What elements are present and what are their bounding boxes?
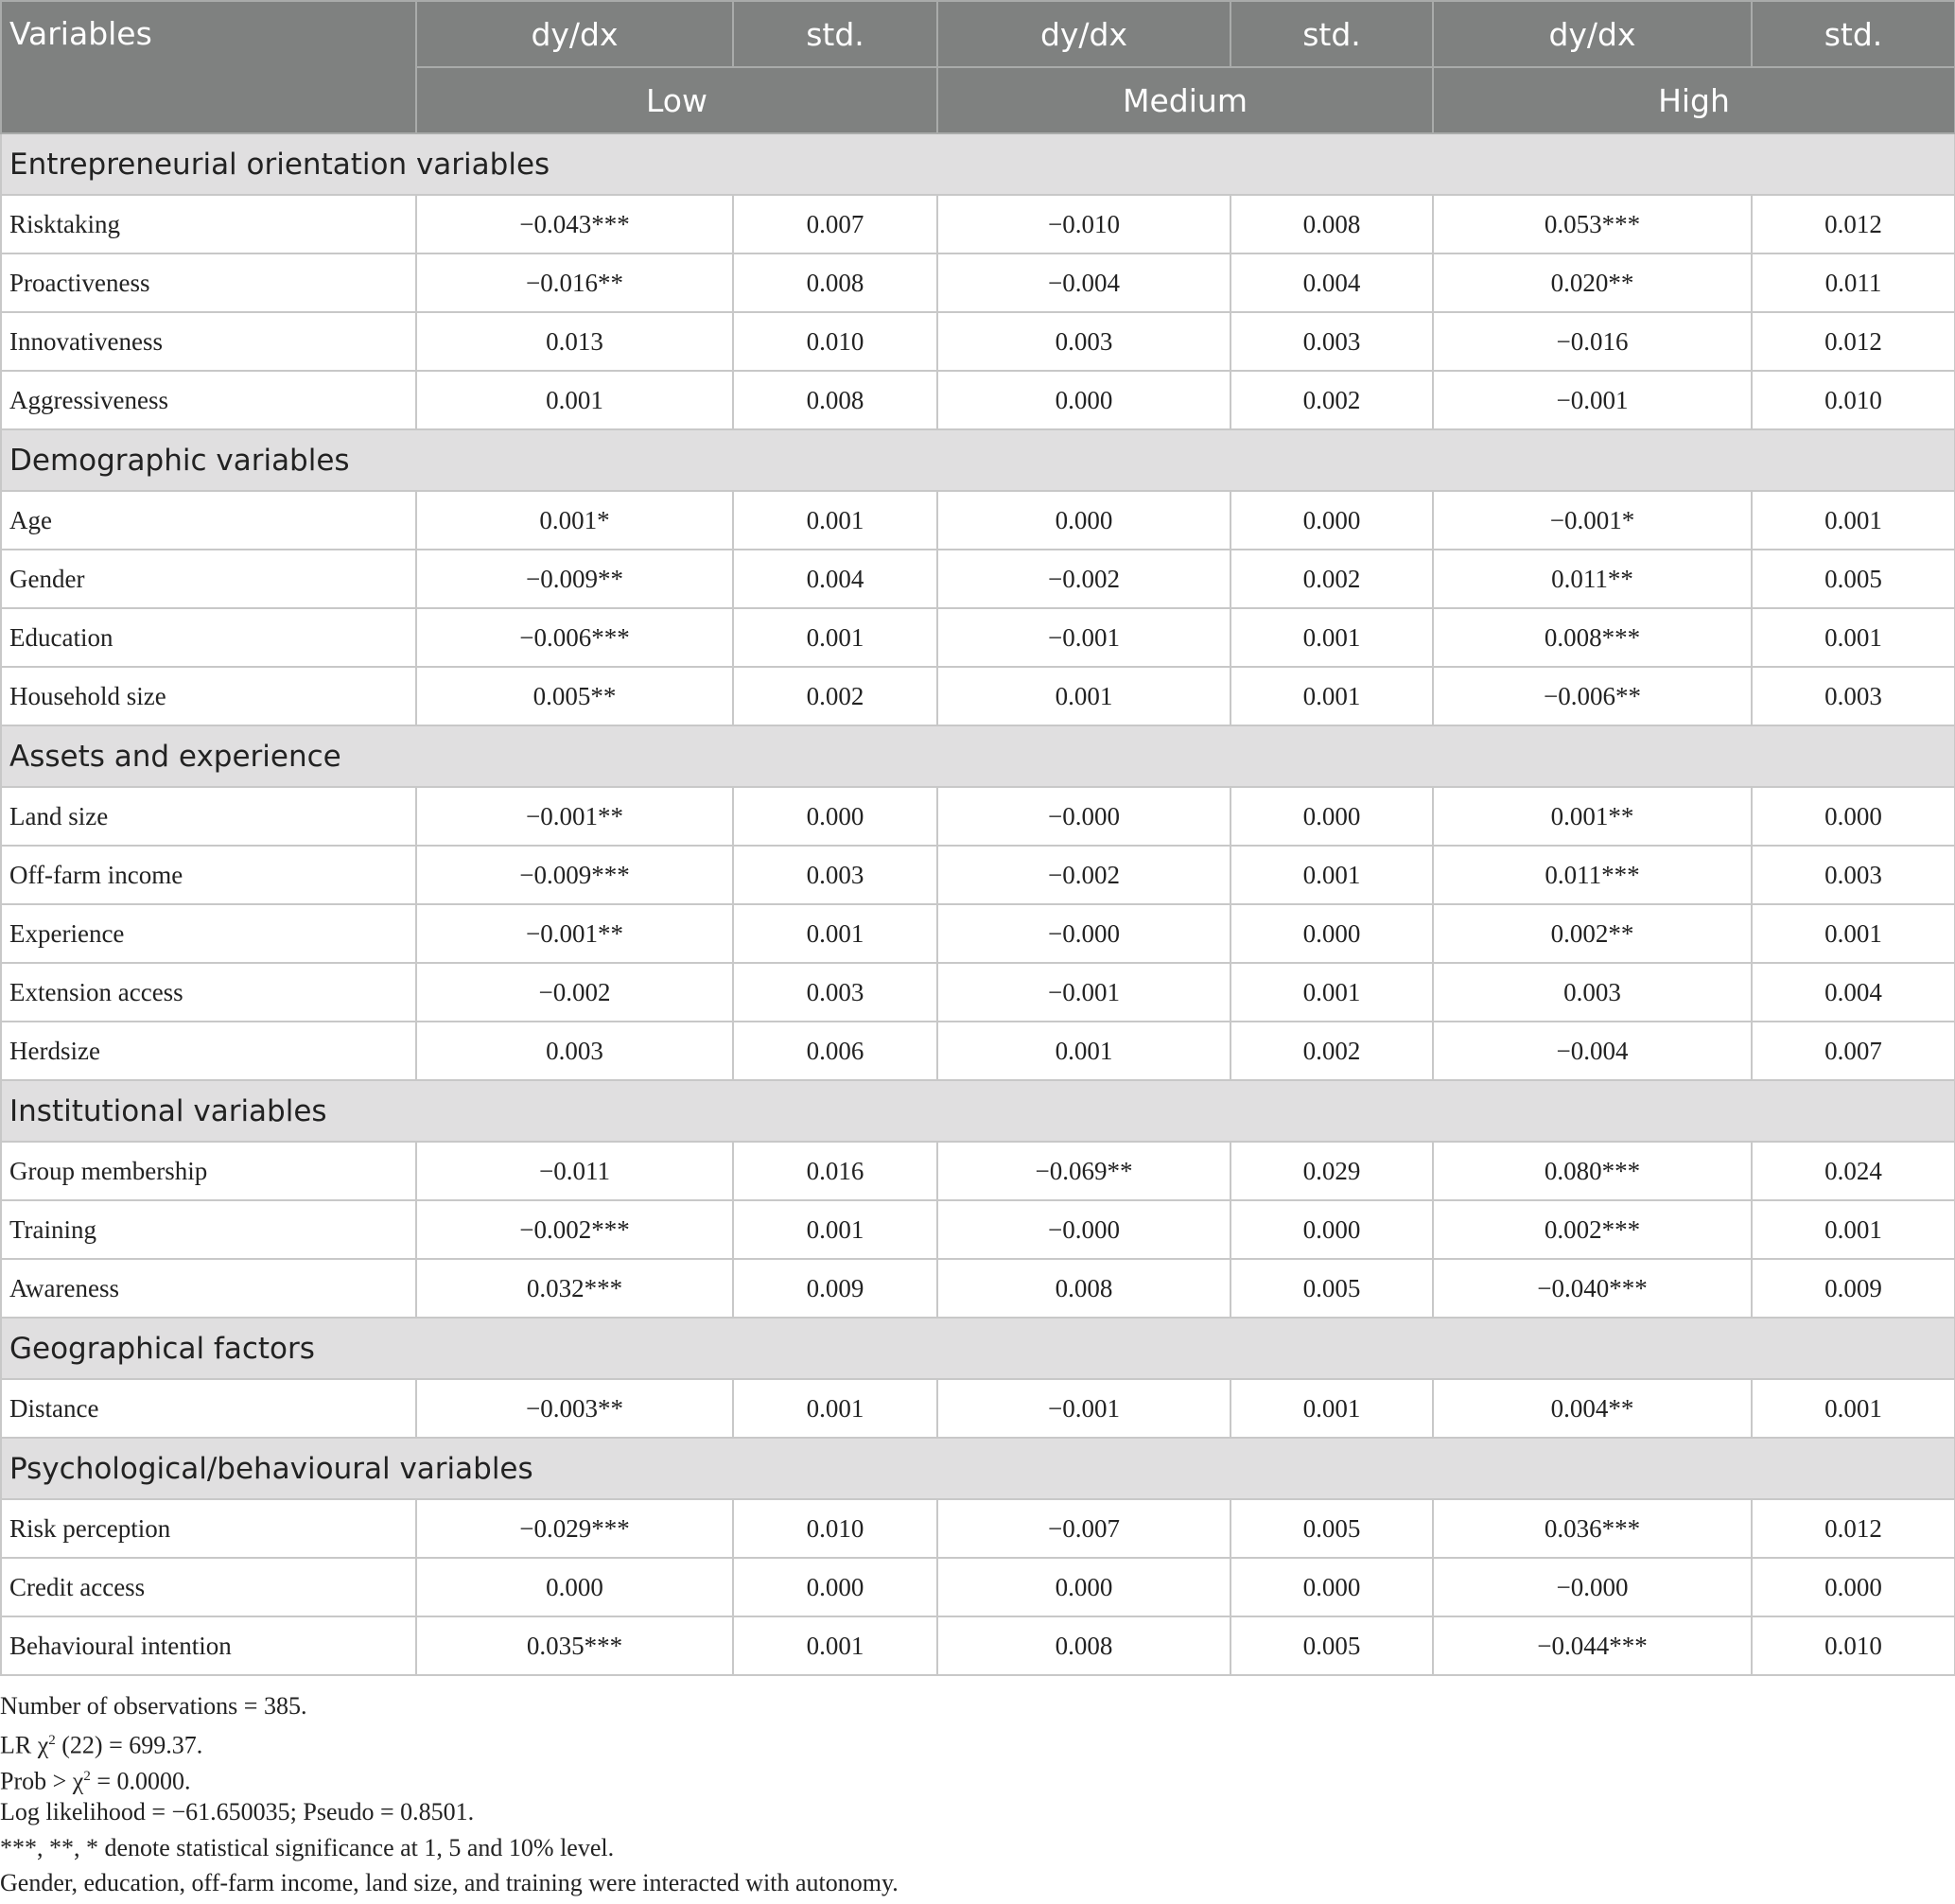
cell-std-low: 0.016 [733,1142,937,1200]
cell-std-low: 0.010 [733,312,937,371]
note-prob-prefix: Prob > χ [0,1767,84,1795]
cell-dydx-high: 0.053*** [1433,195,1752,253]
cell-dydx-low: −0.009*** [416,846,733,904]
cell-std-medium: 0.005 [1231,1499,1433,1558]
cell-dydx-high: −0.006** [1433,667,1752,725]
cell-dydx-high: −0.004 [1433,1022,1752,1080]
cell-dydx-medium: 0.000 [937,1558,1231,1616]
section-row [1,725,1955,787]
header-dydx-high: dy/dx [1433,1,1752,67]
cell-variable: Awareness [1,1259,416,1318]
header-group-low: Low [416,67,937,133]
cell-std-medium: 0.000 [1231,1200,1433,1259]
cell-std-medium: 0.001 [1231,1379,1433,1438]
cell-variable: Gender [1,550,416,608]
cell-variable: Aggressiveness [1,371,416,429]
cell-std-low: 0.010 [733,1499,937,1558]
cell-variable: Age [1,491,416,550]
header-dydx-medium: dy/dx [937,1,1231,67]
cell-dydx-high: 0.003 [1433,963,1752,1022]
section-title: Institutional variables [1,1080,1955,1142]
cell-std-low: 0.001 [733,1616,937,1675]
header-group-medium: Medium [937,67,1433,133]
cell-std-low: 0.001 [733,1200,937,1259]
cell-dydx-low: −0.009** [416,550,733,608]
cell-variable: Land size [1,787,416,846]
cell-std-high: 0.001 [1752,1379,1955,1438]
cell-std-low: 0.007 [733,195,937,253]
cell-std-medium: 0.001 [1231,963,1433,1022]
table-body [1,133,1955,1675]
cell-variable: Off-farm income [1,846,416,904]
cell-dydx-high: 0.002*** [1433,1200,1752,1259]
cell-std-high: 0.003 [1752,667,1955,725]
header-std-low: std. [733,1,937,67]
cell-std-high: 0.004 [1752,963,1955,1022]
cell-std-medium: 0.000 [1231,1558,1433,1616]
cell-dydx-high: −0.016 [1433,312,1752,371]
cell-dydx-high: 0.001** [1433,787,1752,846]
note-log-likelihood: Log likelihood = −61.650035; Pseudo = 0.8501. [0,1798,475,1826]
cell-dydx-low: 0.001* [416,491,733,550]
note-lr-suffix: (22) = 699.37. [55,1732,203,1760]
table-row [1,312,1955,371]
header-std-medium: std. [1231,1,1433,67]
cell-dydx-low: −0.001** [416,904,733,963]
cell-dydx-low: −0.016** [416,253,733,312]
table-row [1,667,1955,725]
cell-std-low: 0.006 [733,1022,937,1080]
section-row [1,1080,1955,1142]
cell-dydx-low: 0.001 [416,371,733,429]
cell-std-high: 0.011 [1752,253,1955,312]
cell-std-medium: 0.003 [1231,312,1433,371]
cell-std-high: 0.012 [1752,312,1955,371]
cell-dydx-high: −0.044*** [1433,1616,1752,1675]
header-std-high: std. [1752,1,1955,67]
cell-dydx-medium: 0.003 [937,312,1231,371]
cell-std-low: 0.003 [733,846,937,904]
cell-dydx-medium: −0.069** [937,1142,1231,1200]
cell-dydx-high: −0.001 [1433,371,1752,429]
cell-dydx-medium: 0.001 [937,667,1231,725]
cell-dydx-high: −0.040*** [1433,1259,1752,1318]
cell-std-medium: 0.008 [1231,195,1433,253]
cell-std-medium: 0.000 [1231,904,1433,963]
header-variables: Variables [1,1,416,133]
cell-dydx-low: 0.032*** [416,1259,733,1318]
cell-dydx-low: −0.001** [416,787,733,846]
note-interaction: Gender, education, off-farm income, land size, and training were interacted with autonomy. [0,1868,899,1896]
cell-dydx-medium: −0.002 [937,846,1231,904]
cell-std-medium: 0.002 [1231,550,1433,608]
cell-std-medium: 0.005 [1231,1616,1433,1675]
cell-std-medium: 0.004 [1231,253,1433,312]
cell-std-high: 0.012 [1752,1499,1955,1558]
cell-std-high: 0.010 [1752,1616,1955,1675]
table-row [1,550,1955,608]
cell-std-medium: 0.002 [1231,1022,1433,1080]
cell-dydx-medium: −0.001 [937,608,1231,667]
cell-dydx-medium: −0.000 [937,1200,1231,1259]
cell-dydx-low: −0.011 [416,1142,733,1200]
table-row [1,1200,1955,1259]
cell-variable: Distance [1,1379,416,1438]
note-observations: Number of observations = 385. [0,1692,307,1720]
cell-variable: Group membership [1,1142,416,1200]
cell-dydx-medium: −0.001 [937,963,1231,1022]
cell-variable: Risktaking [1,195,416,253]
cell-std-low: 0.000 [733,787,937,846]
section-title: Demographic variables [1,429,1955,491]
cell-std-high: 0.001 [1752,904,1955,963]
cell-std-low: 0.001 [733,491,937,550]
table-row [1,846,1955,904]
cell-std-high: 0.024 [1752,1142,1955,1200]
cell-dydx-medium: 0.000 [937,371,1231,429]
cell-dydx-high: 0.002** [1433,904,1752,963]
cell-dydx-medium: −0.001 [937,1379,1231,1438]
table-row [1,904,1955,963]
cell-std-medium: 0.001 [1231,608,1433,667]
cell-variable: Household size [1,667,416,725]
note-significance: ***, **, * denote statistical significance at 1, 5 and 10% level. [0,1833,615,1861]
cell-dydx-high: −0.000 [1433,1558,1752,1616]
cell-variable: Experience [1,904,416,963]
cell-std-low: 0.000 [733,1558,937,1616]
cell-std-medium: 0.029 [1231,1142,1433,1200]
cell-std-high: 0.005 [1752,550,1955,608]
cell-variable: Extension access [1,963,416,1022]
note-prob-sup: 2 [83,1768,91,1784]
table-row [1,195,1955,253]
cell-dydx-low: 0.013 [416,312,733,371]
cell-std-low: 0.009 [733,1259,937,1318]
cell-std-high: 0.001 [1752,608,1955,667]
cell-std-low: 0.008 [733,371,937,429]
cell-dydx-medium: 0.001 [937,1022,1231,1080]
cell-dydx-low: 0.005** [416,667,733,725]
table-row [1,963,1955,1022]
cell-dydx-high: 0.036*** [1433,1499,1752,1558]
cell-std-medium: 0.001 [1231,667,1433,725]
cell-std-medium: 0.002 [1231,371,1433,429]
cell-dydx-medium: −0.000 [937,787,1231,846]
cell-std-medium: 0.005 [1231,1259,1433,1318]
section-row [1,429,1955,491]
cell-std-low: 0.001 [733,1379,937,1438]
cell-variable: Education [1,608,416,667]
cell-dydx-high: 0.011** [1433,550,1752,608]
cell-dydx-high: 0.080*** [1433,1142,1752,1200]
cell-dydx-low: −0.002 [416,963,733,1022]
cell-dydx-high: 0.004** [1433,1379,1752,1438]
cell-std-low: 0.001 [733,904,937,963]
cell-std-high: 0.000 [1752,1558,1955,1616]
section-title: Geographical factors [1,1318,1955,1379]
table-row [1,371,1955,429]
section-title: Entrepreneurial orientation variables [1,133,1955,195]
table-row [1,787,1955,846]
cell-std-high: 0.001 [1752,491,1955,550]
note-prob-suffix: = 0.0000. [90,1767,191,1795]
cell-variable: Proactiveness [1,253,416,312]
cell-variable: Training [1,1200,416,1259]
cell-std-medium: 0.000 [1231,787,1433,846]
table-row [1,1022,1955,1080]
table-row [1,1499,1955,1558]
cell-dydx-high: −0.001* [1433,491,1752,550]
cell-variable: Innovativeness [1,312,416,371]
cell-dydx-low: −0.002*** [416,1200,733,1259]
cell-dydx-medium: −0.000 [937,904,1231,963]
note-lr-prefix: LR χ [0,1732,49,1760]
cell-dydx-low: −0.006*** [416,608,733,667]
table-notes [0,1688,899,1900]
cell-dydx-low: 0.000 [416,1558,733,1616]
cell-dydx-low: 0.003 [416,1022,733,1080]
table-row [1,1558,1955,1616]
table-row [1,1379,1955,1438]
table-row [1,608,1955,667]
note-lr-sup: 2 [48,1733,56,1749]
section-title: Psychological/behavioural variables [1,1438,1955,1499]
section-title: Assets and experience [1,725,1955,787]
section-row [1,133,1955,195]
table-row [1,491,1955,550]
section-row [1,1318,1955,1379]
cell-std-high: 0.009 [1752,1259,1955,1318]
section-row [1,1438,1955,1499]
cell-dydx-medium: 0.008 [937,1259,1231,1318]
table-row [1,1142,1955,1200]
cell-dydx-high: 0.008*** [1433,608,1752,667]
cell-std-high: 0.003 [1752,846,1955,904]
cell-std-medium: 0.000 [1231,491,1433,550]
cell-dydx-high: 0.011*** [1433,846,1752,904]
cell-std-high: 0.012 [1752,195,1955,253]
table-row [1,1259,1955,1318]
cell-variable: Credit access [1,1558,416,1616]
cell-variable: Behavioural intention [1,1616,416,1675]
cell-std-low: 0.002 [733,667,937,725]
cell-std-high: 0.000 [1752,787,1955,846]
cell-dydx-medium: −0.004 [937,253,1231,312]
cell-std-high: 0.010 [1752,371,1955,429]
cell-std-low: 0.003 [733,963,937,1022]
table-header [1,1,1955,133]
cell-dydx-medium: −0.002 [937,550,1231,608]
cell-std-low: 0.004 [733,550,937,608]
cell-std-medium: 0.001 [1231,846,1433,904]
table-row [1,1616,1955,1675]
cell-dydx-medium: −0.010 [937,195,1231,253]
cell-dydx-medium: −0.007 [937,1499,1231,1558]
cell-dydx-low: −0.003** [416,1379,733,1438]
cell-std-high: 0.001 [1752,1200,1955,1259]
cell-variable: Risk perception [1,1499,416,1558]
header-dydx-low: dy/dx [416,1,733,67]
cell-dydx-medium: 0.000 [937,491,1231,550]
cell-std-low: 0.001 [733,608,937,667]
header-group-high: High [1433,67,1955,133]
cell-dydx-low: 0.035*** [416,1616,733,1675]
cell-dydx-medium: 0.008 [937,1616,1231,1675]
cell-variable: Herdsize [1,1022,416,1080]
cell-dydx-low: −0.029*** [416,1499,733,1558]
cell-std-low: 0.008 [733,253,937,312]
cell-std-high: 0.007 [1752,1022,1955,1080]
table-row [1,253,1955,312]
note-lr-chi2 [0,1723,899,1758]
note-prob-chi2 [0,1759,899,1794]
cell-dydx-low: −0.043*** [416,195,733,253]
cell-dydx-high: 0.020** [1433,253,1752,312]
